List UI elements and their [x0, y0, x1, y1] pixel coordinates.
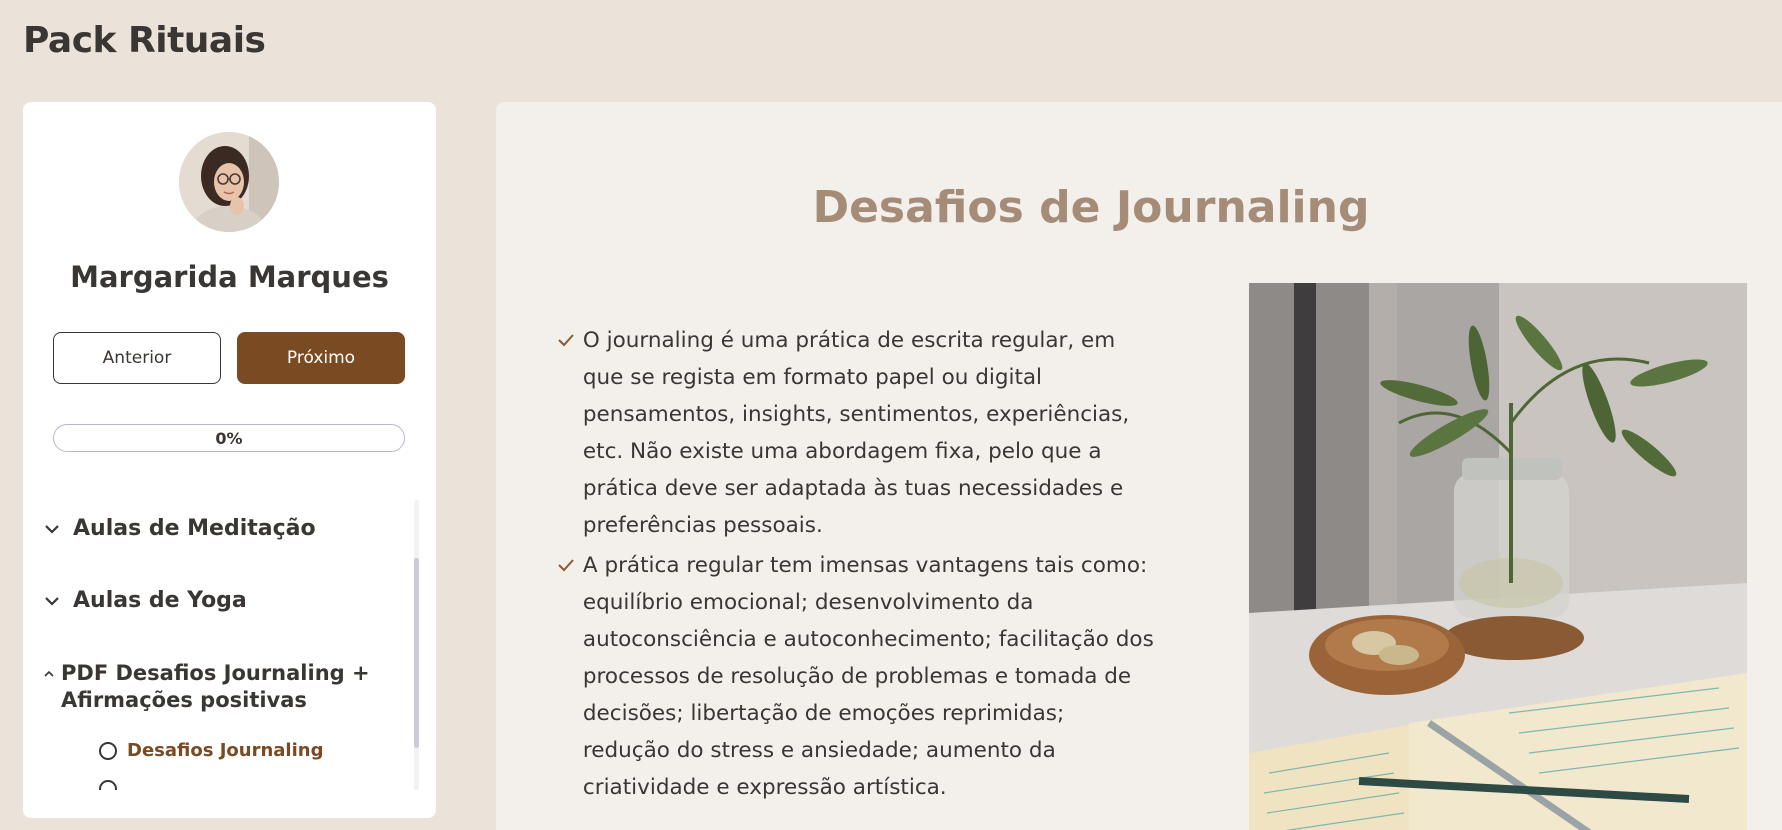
circle-icon: [99, 780, 117, 790]
journaling-photo: [1249, 283, 1747, 830]
lesson-label: Desafios Journaling: [127, 740, 324, 761]
bullet-text: O journaling é uma prática de escrita regular, em que se regista em formato papel ou digital pensamentos, insights, sentimentos, experiências, etc. Não existe uma abordagem fixa, pelo que a prática deve ser adaptada às tuas necessidades e preferências pessoais.: [582, 328, 1130, 538]
section-label: Aulas de Yoga: [73, 588, 247, 613]
next-button[interactable]: Próximo: [237, 332, 405, 384]
course-navigation: [43, 500, 425, 790]
progress-bar: [53, 424, 405, 452]
scrollbar-thumb[interactable]: [414, 558, 419, 748]
section-pdf-desafios-journaling[interactable]: [43, 660, 370, 714]
progress-label: 0%: [215, 428, 243, 448]
lesson-content: [496, 102, 1782, 830]
section-label-line: PDF Desafios Journaling +: [61, 661, 370, 685]
avatar-image: [179, 132, 279, 232]
content-bullet: [556, 547, 1156, 806]
section-label-line: Afirmações positivas: [61, 688, 307, 712]
section-aulas-de-meditacao[interactable]: [43, 516, 316, 550]
section-label: [61, 660, 370, 714]
content-bullet: [556, 322, 1156, 544]
chevron-down-icon: [43, 516, 65, 550]
author-name: Margarida Marques: [70, 260, 389, 294]
previous-button[interactable]: Anterior: [53, 332, 221, 384]
course-sidebar: [23, 102, 436, 818]
circle-icon: [99, 742, 117, 760]
section-aulas-de-yoga[interactable]: [43, 588, 247, 622]
avatar: [179, 132, 279, 232]
check-icon: [556, 547, 583, 806]
chevron-up-icon: [43, 660, 55, 694]
bullet-text: A prática regular tem imensas vantagens tais como: equilíbrio emocional; desenvolvimento da autoconsciência e autoconhecimento; facilitação dos processos de resolução de problemas e tomada de decisões; libertação de emoções reprimidas; redução do stress e ansiedade; aumento da criatividade e expressão artística.: [582, 553, 1154, 800]
check-icon: [556, 322, 583, 544]
lesson-title: Desafios de Journaling: [812, 182, 1370, 233]
chevron-down-icon: [43, 588, 65, 622]
page-title: Pack Rituais: [23, 20, 266, 61]
section-label: Aulas de Meditação: [73, 516, 316, 541]
lesson-desafios-journaling[interactable]: [99, 740, 323, 761]
lesson-next-partial[interactable]: [99, 780, 127, 790]
